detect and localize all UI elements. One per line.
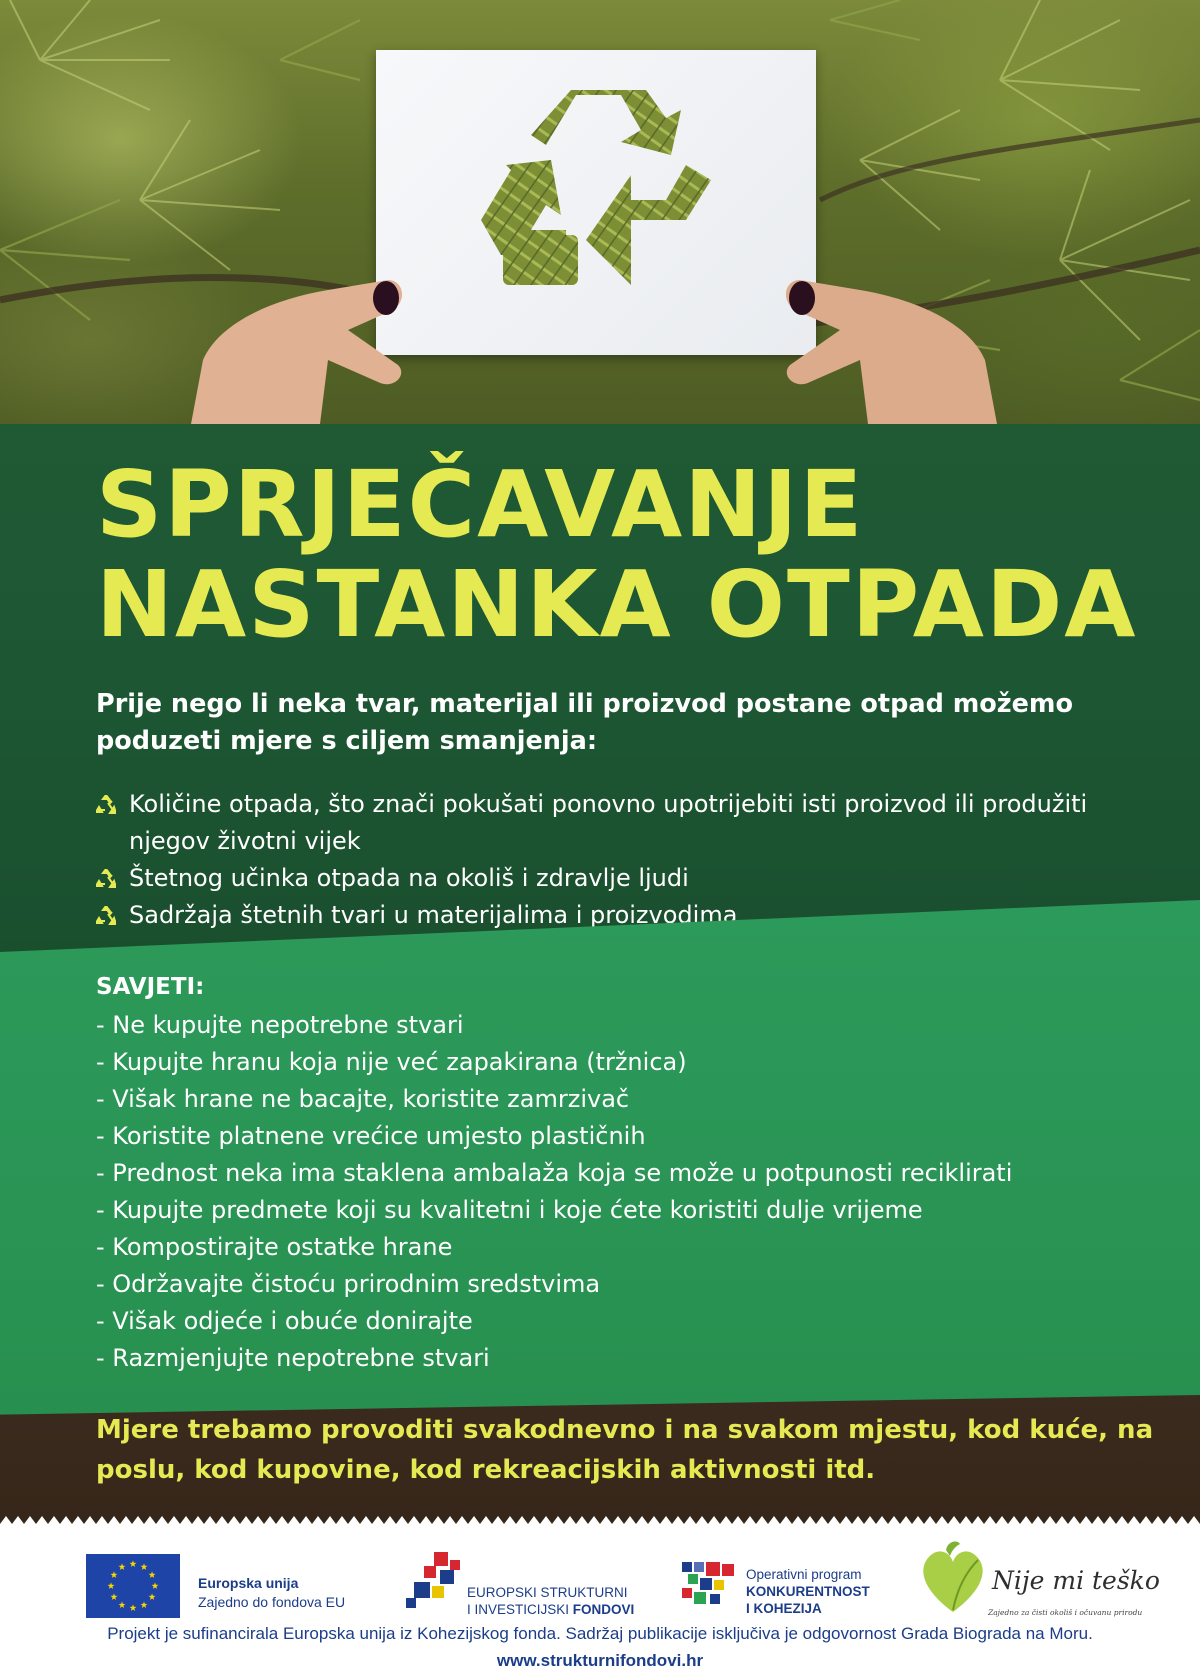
closing-text: Mjere trebamo provoditi svakodnevno i na svakom mjestu, kod kuće, na poslu, kod kupovine, kod rekreacijskih aktivnosti itd.: [96, 1415, 1154, 1485]
esf-logo-text: [467, 1584, 634, 1618]
zigzag-edge: [0, 1512, 1200, 1536]
hero-photo: [0, 0, 1200, 430]
esf-logo-line1: EUROPSKI STRUKTURNI: [467, 1585, 628, 1600]
recycle-icon: [96, 906, 116, 926]
list-item: - Višak hrane ne bacajte, koristite zamrzivač: [96, 1085, 630, 1113]
op-logo-line2: KONKURENTNOST: [746, 1584, 870, 1599]
eu-flag-icon: [86, 1554, 180, 1618]
list-item: - Kupujte hranu koja nije već zapakirana (tržnica): [96, 1048, 687, 1076]
disclaimer-text: Projekt je sufinancirala Europska unija iz Kohezijskog fonda. Sadržaj publikacije isključiva je odgovornost Grada Biograda na Moru.: [107, 1624, 1093, 1643]
recycle-icon: [96, 795, 116, 815]
list-item: - Održavajte čistoću prirodnim sredstvima: [96, 1270, 601, 1298]
heart-leaf-logo-icon: [918, 1540, 988, 1616]
list-item: - Prednost neka ima staklena ambalaža koja se može u potpunosti reciklirati: [96, 1159, 1013, 1187]
intro-text: Prije nego li neka tvar, materijal ili proizvod postane otpad možemo poduzeti mjere s ciljem smanjenja:: [96, 689, 1074, 756]
list-item: - Razmjenjujte nepotrebne stvari: [96, 1344, 490, 1372]
left-hand: [188, 270, 418, 430]
title-line-1: SPRJEČAVANJE: [96, 451, 865, 558]
esf-logo-line2b: FONDOVI: [572, 1602, 635, 1617]
footer-logos: [0, 1540, 1200, 1620]
esf-logo-icon: [406, 1552, 468, 1612]
recycle-cutout-icon: [471, 90, 721, 315]
tips-list: [96, 1007, 1176, 1377]
list-item: - Koristite platnene vrećice umjesto plastičnih: [96, 1122, 646, 1150]
op-logo-icon: [682, 1562, 738, 1610]
title-line-2: NASTANKA OTPADA: [96, 551, 1138, 658]
op-logo-text: [746, 1566, 870, 1617]
eu-logo-line2: Zajedno do fondova EU: [198, 1594, 346, 1610]
list-item: - Kupujte predmete koji su kvalitetni i koje ćete koristiti dulje vrijeme: [96, 1196, 923, 1224]
eu-logo-text: [198, 1574, 345, 1612]
op-logo-line1: Operativni program: [746, 1567, 862, 1582]
tips-heading: SAVJETI:: [96, 974, 205, 1000]
list-item: [96, 786, 1156, 860]
list-item-text: Sadržaja štetnih tvari u materijalima i proizvodima: [129, 901, 738, 929]
paper-sheet: [376, 50, 816, 355]
op-logo-line3: I KOHEZIJA: [746, 1601, 822, 1616]
list-item-text: Štetnog učinka otpada na okoliš i zdravlje ljudi: [129, 864, 689, 892]
list-item: - Višak odjeće i obuće donirajte: [96, 1307, 473, 1335]
list-item-text: Količine otpada, što znači pokušati ponovno upotrijebiti isti proizvod ili produžiti njegov životni vijek: [129, 790, 1088, 855]
esf-logo-line2a: I INVESTICIJSKI: [467, 1602, 573, 1617]
esf-logo-line2: [467, 1601, 634, 1618]
list-item: - Kompostirajte ostatke hrane: [96, 1233, 453, 1261]
page-title: [96, 451, 1156, 658]
website-link[interactable]: www.strukturnifondovi.hr: [496, 1651, 704, 1670]
list-item: - Ne kupujte nepotrebne stvari: [96, 1011, 464, 1039]
eu-logo-line1: Europska unija: [198, 1575, 299, 1591]
recycle-icon: [96, 869, 116, 889]
nmt-logo-subtitle: Zajedno za čisti okoliš i očuvanu prirodu: [988, 1608, 1143, 1617]
right-hand: [770, 270, 1000, 430]
nmt-logo-title: Nije mi teško: [992, 1566, 1160, 1595]
list-item: [96, 860, 1156, 897]
